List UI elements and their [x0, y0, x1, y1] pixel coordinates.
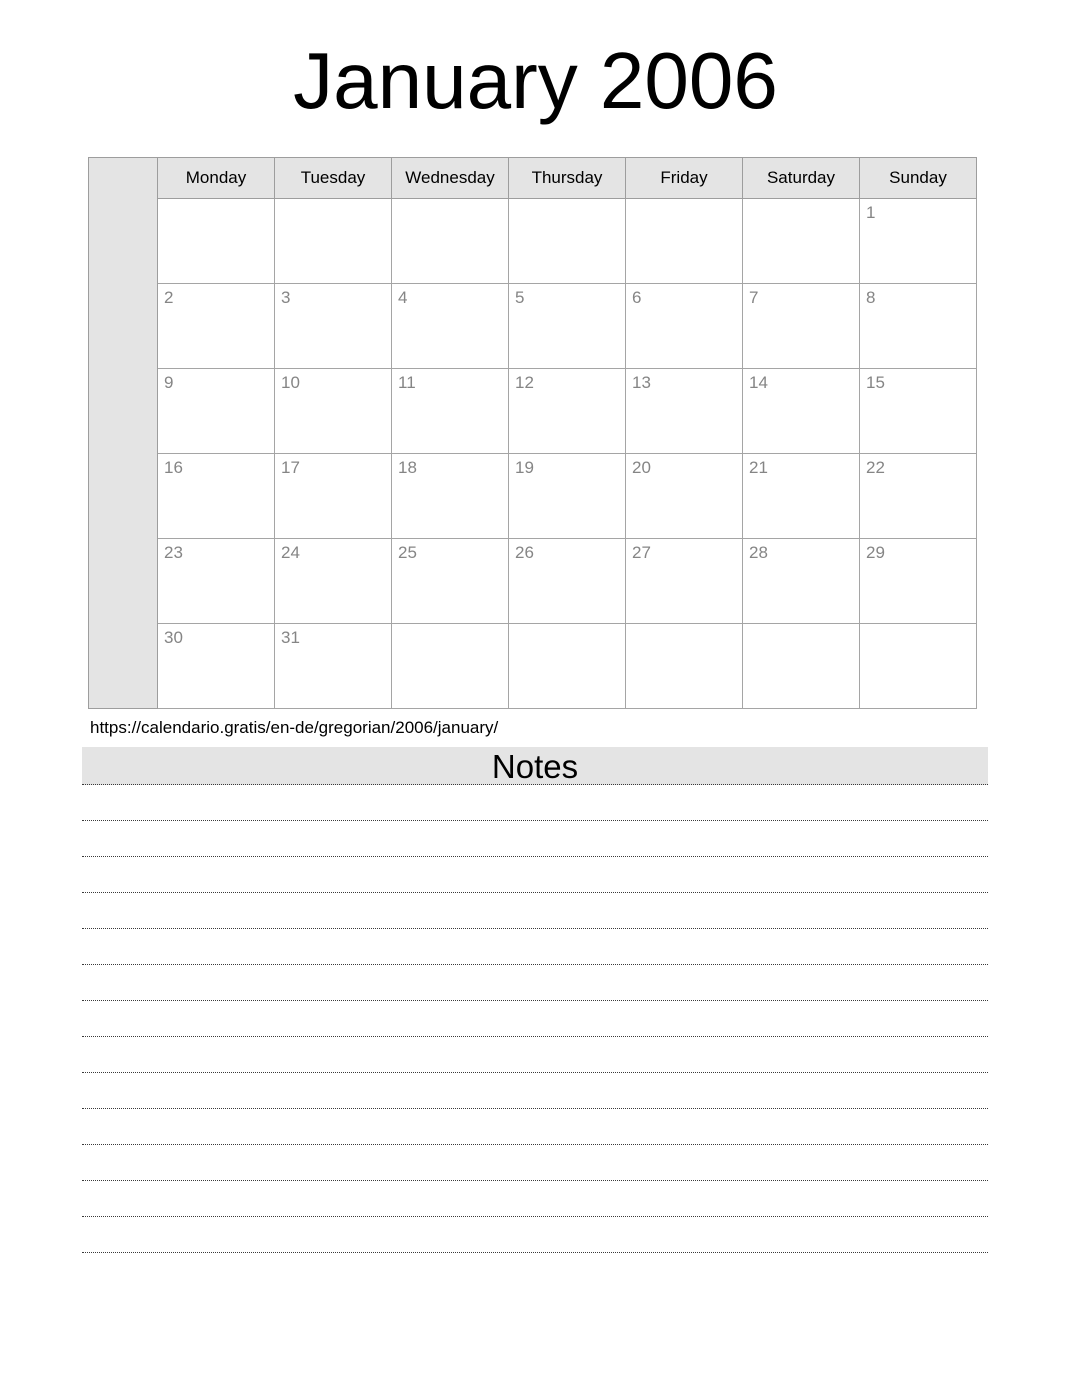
calendar-day-30 — [158, 624, 275, 709]
notes-lines-container — [82, 785, 988, 1253]
date-number: 10 — [281, 373, 300, 392]
date-number: 2 — [164, 288, 174, 307]
calendar-day-19 — [509, 454, 626, 539]
calendar-day-6 — [626, 284, 743, 369]
calendar-table — [88, 157, 977, 709]
calendar-day-9 — [158, 369, 275, 454]
date-number: 26 — [515, 543, 534, 562]
calendar-day-empty — [392, 199, 509, 284]
calendar-day-3 — [275, 284, 392, 369]
note-line — [82, 1001, 988, 1037]
date-number: 28 — [749, 543, 768, 562]
date-number: 31 — [281, 628, 300, 647]
date-number: 15 — [866, 373, 885, 392]
calendar-week-row-2 — [89, 284, 977, 369]
note-line — [82, 821, 988, 857]
date-number: 5 — [515, 288, 525, 307]
calendar-day-empty — [626, 199, 743, 284]
calendar-week-row-6 — [89, 624, 977, 709]
note-line — [82, 1181, 988, 1217]
date-number: 24 — [281, 543, 300, 562]
day-header-tuesday: Tuesday — [275, 158, 392, 199]
date-number: 7 — [749, 288, 759, 307]
date-number: 27 — [632, 543, 651, 562]
calendar-day-empty — [860, 624, 977, 709]
note-line — [82, 785, 988, 821]
date-number: 25 — [398, 543, 417, 562]
calendar-day-empty — [743, 624, 860, 709]
date-number: 11 — [398, 373, 416, 392]
calendar-day-empty — [158, 199, 275, 284]
note-line — [82, 929, 988, 965]
calendar-day-20 — [626, 454, 743, 539]
date-number: 3 — [281, 288, 291, 307]
calendar-day-28 — [743, 539, 860, 624]
calendar-day-31 — [275, 624, 392, 709]
date-number: 30 — [164, 628, 183, 647]
day-header-thursday: Thursday — [509, 158, 626, 199]
date-number: 14 — [749, 373, 768, 392]
calendar-day-7 — [743, 284, 860, 369]
date-number: 23 — [164, 543, 183, 562]
calendar-day-16 — [158, 454, 275, 539]
calendar-day-4 — [392, 284, 509, 369]
calendar-day-27 — [626, 539, 743, 624]
note-line — [82, 1217, 988, 1253]
calendar-day-8 — [860, 284, 977, 369]
date-number: 1 — [866, 203, 876, 222]
calendar-day-5 — [509, 284, 626, 369]
calendar-day-17 — [275, 454, 392, 539]
day-header-wednesday: Wednesday — [392, 158, 509, 199]
calendar-week-row-3 — [89, 369, 977, 454]
date-number: 29 — [866, 543, 885, 562]
calendar-day-empty — [275, 199, 392, 284]
calendar-day-26 — [509, 539, 626, 624]
note-line — [82, 857, 988, 893]
day-header-saturday: Saturday — [743, 158, 860, 199]
date-number: 16 — [164, 458, 183, 477]
calendar-day-empty — [743, 199, 860, 284]
calendar-day-14 — [743, 369, 860, 454]
page-title: January 2006 — [293, 36, 778, 125]
date-number: 9 — [164, 373, 174, 392]
date-number: 17 — [281, 458, 300, 477]
day-header-sunday: Sunday — [860, 158, 977, 199]
calendar-day-18 — [392, 454, 509, 539]
note-line — [82, 893, 988, 929]
date-number: 13 — [632, 373, 651, 392]
calendar-day-10 — [275, 369, 392, 454]
note-line — [82, 1109, 988, 1145]
date-number: 8 — [866, 288, 876, 307]
calendar-day-1 — [860, 199, 977, 284]
calendar-week-row-1 — [89, 199, 977, 284]
note-line — [82, 1073, 988, 1109]
calendar-header-row — [89, 158, 977, 199]
calendar-day-25 — [392, 539, 509, 624]
calendar-day-15 — [860, 369, 977, 454]
calendar-day-empty — [509, 199, 626, 284]
calendar-day-21 — [743, 454, 860, 539]
date-number: 6 — [632, 288, 642, 307]
date-number: 22 — [866, 458, 885, 477]
calendar-day-11 — [392, 369, 509, 454]
note-line — [82, 1145, 988, 1181]
date-number: 4 — [398, 288, 408, 307]
date-number: 18 — [398, 458, 417, 477]
note-line — [82, 965, 988, 1001]
date-number: 12 — [515, 373, 534, 392]
calendar-week-row-4 — [89, 454, 977, 539]
calendar-day-empty — [626, 624, 743, 709]
calendar-day-22 — [860, 454, 977, 539]
calendar-day-24 — [275, 539, 392, 624]
notes-section — [82, 747, 988, 1253]
calendar-day-2 — [158, 284, 275, 369]
calendar-day-12 — [509, 369, 626, 454]
date-number: 20 — [632, 458, 651, 477]
calendar-day-empty — [392, 624, 509, 709]
calendar-week-row-5 — [89, 539, 977, 624]
day-header-friday: Friday — [626, 158, 743, 199]
calendar-left-gutter — [89, 158, 158, 709]
calendar-day-29 — [860, 539, 977, 624]
calendar-day-23 — [158, 539, 275, 624]
note-line — [82, 1037, 988, 1073]
day-header-monday: Monday — [158, 158, 275, 199]
calendar-day-empty — [509, 624, 626, 709]
calendar-day-13 — [626, 369, 743, 454]
date-number: 19 — [515, 458, 534, 477]
source-url-text: https://calendario.gratis/en-de/gregorian/2006/january/ — [90, 718, 499, 737]
date-number: 21 — [749, 458, 768, 477]
notes-header: Notes — [82, 747, 988, 785]
